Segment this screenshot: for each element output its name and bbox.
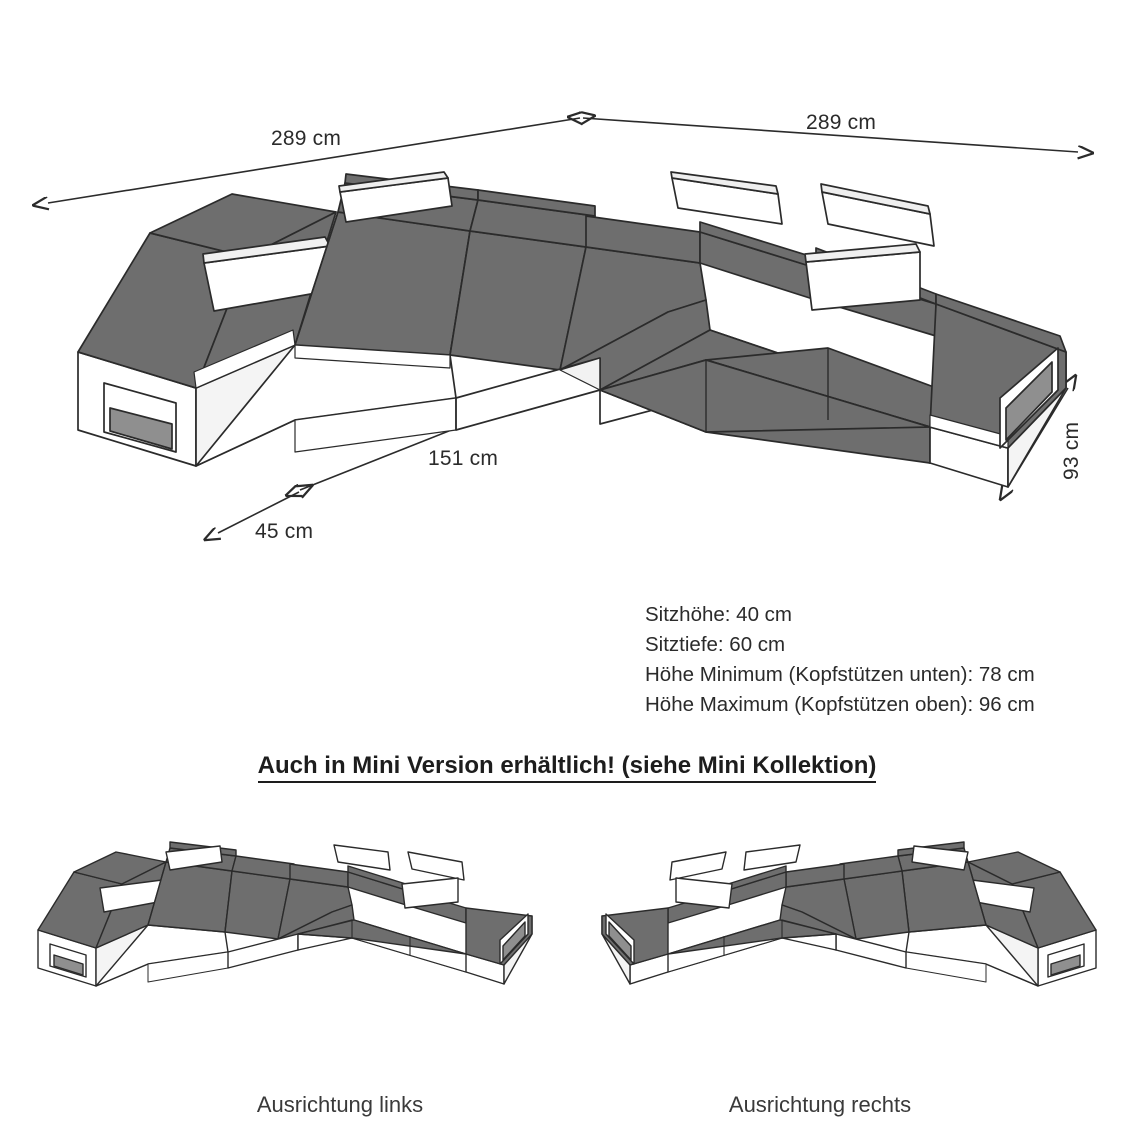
spec-seat-height: Sitzhöhe: 40 cm bbox=[645, 603, 792, 626]
dimension-label-depth-front: 151 cm bbox=[428, 447, 499, 470]
orientation-caption-right: Ausrichtung rechts bbox=[728, 1092, 912, 1117]
spec-seat-depth: Sitztiefe: 60 cm bbox=[645, 633, 786, 656]
dimension-label-armrest-left: 45 cm bbox=[255, 520, 314, 543]
mini-version-note-text: Auch in Mini Version erhältlich! (siehe Mini Kollektion) bbox=[258, 752, 877, 783]
dimension-label-depth-right: 93 cm bbox=[1060, 421, 1083, 480]
dimension-label-width-left: 289 cm bbox=[271, 127, 342, 150]
mini-sofa-left bbox=[38, 842, 532, 986]
spec-height-max: Höhe Maximum (Kopfstützen oben): 96 cm bbox=[645, 693, 1035, 716]
spec-height-min: Höhe Minimum (Kopfstützen unten): 78 cm bbox=[645, 663, 1035, 686]
dimension-label-width-right: 289 cm bbox=[806, 111, 877, 134]
orientation-caption-left: Ausrichtung links bbox=[256, 1092, 424, 1117]
mini-sofa-right bbox=[602, 842, 1096, 986]
